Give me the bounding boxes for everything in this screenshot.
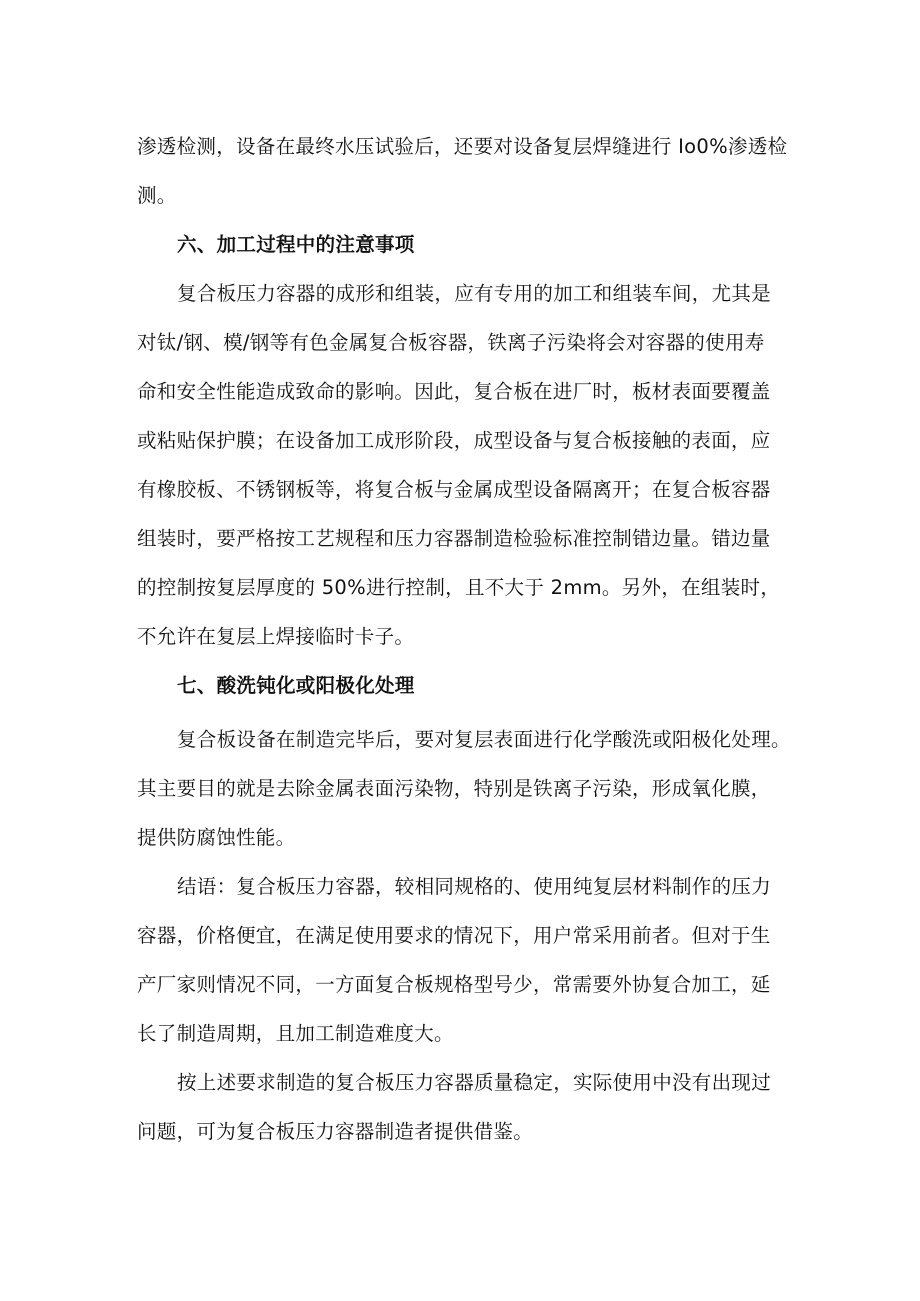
paragraph-line: 按上述要求制造的复合板压力容器质量稳定，实际使用中没有出现过	[177, 1071, 772, 1094]
paragraph-line: 渗透检测，设备在最终水压试验后，还要对设备复层焊缝进行 Io0%渗透检	[137, 135, 788, 158]
paragraph-line: 提供防腐蚀性能。	[137, 826, 296, 849]
paragraph-line: 对钛/钢、模/钢等有色金属复合板容器，铁离子污染将会对容器的使用寿	[137, 331, 765, 354]
paragraph-line: 有橡胶板、不锈钢板等，将复合板与金属成型设备隔离开；在复合板容器	[137, 478, 771, 501]
paragraph-line: 长了制造周期，且加工制造难度大。	[137, 1022, 454, 1045]
paragraph-line: 容器，价格便宜，在满足使用要求的情况下，用户常采用前者。但对于生	[137, 924, 771, 947]
paragraph-line: 组装时，要严格按工艺规程和压力容器制造检验标准控制错边量。错边量	[137, 527, 771, 550]
paragraph-line: 问题，可为复合板压力容器制造者提供借鉴。	[137, 1120, 534, 1143]
paragraph-line: 其主要目的就是去除金属表面污染物，特别是铁离子污染，形成氧化膜，	[137, 777, 771, 800]
section-heading-7: 七、酸洗钝化或阳极化处理	[177, 674, 415, 697]
paragraph-line: 测。	[137, 184, 177, 207]
paragraph-line: 复合板压力容器的成形和组装，应有专用的加工和组装车间，尤其是	[177, 282, 772, 305]
paragraph-line: 结语：复合板压力容器，较相同规格的、使用纯复层材料制作的压力	[177, 875, 772, 898]
paragraph-line: 产厂家则情况不同，一方面复合板规格型号少，常需要外协复合加工，延	[137, 973, 771, 996]
paragraph-line: 复合板设备在制造完毕后，要对复层表面进行化学酸洗或阳极化处理。	[177, 728, 791, 751]
paragraph-line: 命和安全性能造成致命的影响。因此，复合板在进厂时，板材表面要覆盖	[137, 380, 771, 403]
paragraph-line: 或粘贴保护膜；在设备加工成形阶段，成型设备与复合板接触的表面，应	[137, 429, 771, 452]
section-heading-6: 六、加工过程中的注意事项	[177, 233, 415, 256]
paragraph-line: 不允许在复层上焊接临时卡子。	[137, 625, 415, 648]
paragraph-line: 的控制按复层厚度的 50%进行控制，且不大于 2mm。另外，在组装时，	[137, 576, 781, 599]
